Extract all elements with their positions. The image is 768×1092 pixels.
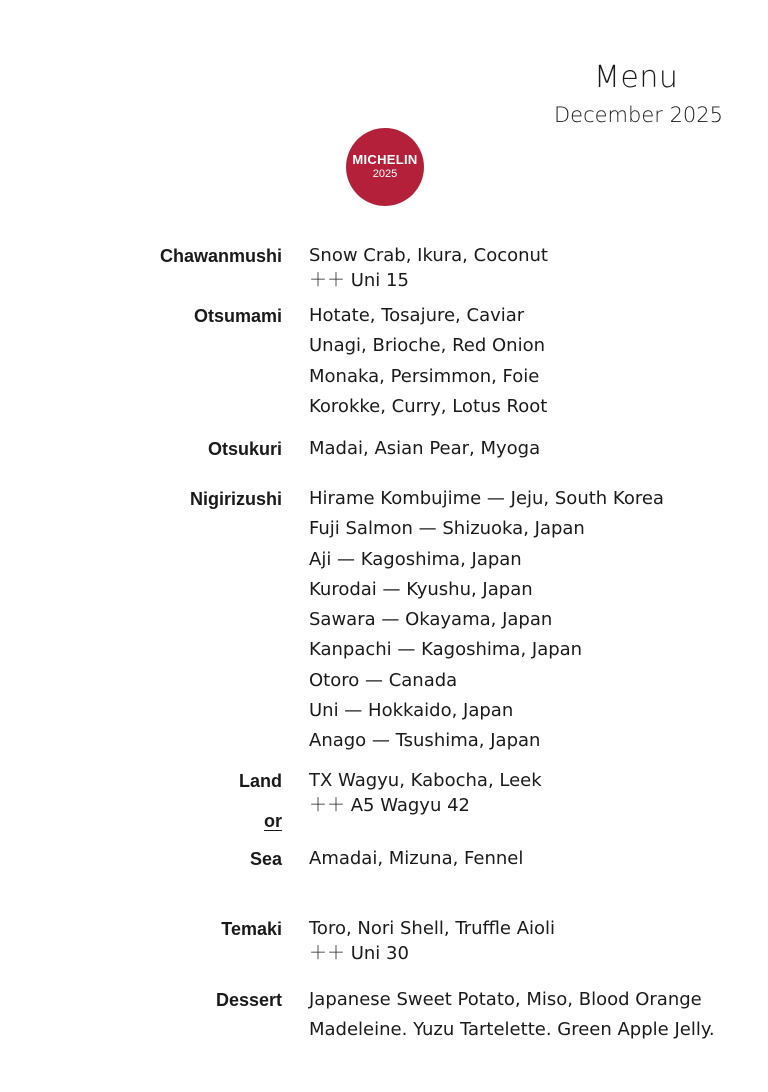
menu-item: Japanese Sweet Potato, Miso, Blood Orange: [309, 989, 702, 1010]
michelin-badge-name: MICHELIN: [352, 152, 418, 167]
menu-item: Kurodai — Kyushu, Japan: [309, 578, 533, 600]
menu-item: Sawara — Okayama, Japan: [309, 609, 553, 631]
course-items: [309, 303, 547, 424]
menu-item: Uni — Hokkaido, Japan: [309, 700, 514, 722]
course-items: [309, 846, 523, 876]
course-label: Otsukuri: [207, 439, 282, 459]
menu-date: December 2025: [554, 103, 724, 127]
menu-item: Toro, Nori Shell, Truffle Aioli: [309, 918, 556, 939]
menu-item: ＋＋ Uni 15: [309, 270, 409, 291]
menu-item: Madeleine. Yuzu Tartelette. Green Apple Jelly.: [309, 1019, 715, 1041]
course-items: [309, 486, 664, 759]
menu-item: Anago — Tsushima, Japan: [309, 730, 541, 752]
menu-item: ＋＋ Uni 30: [309, 943, 409, 964]
menu-title: Menu: [594, 60, 679, 95]
course-items: [309, 768, 542, 818]
menu-item: Fuji Salmon — Shizuoka, Japan: [309, 518, 585, 540]
michelin-badge: [346, 128, 424, 206]
course-items: [309, 916, 555, 966]
menu-item: Amadai, Mizuna, Fennel: [309, 848, 524, 869]
course-label: Land: [239, 771, 282, 791]
course-items: [309, 436, 540, 466]
course-items: [309, 987, 715, 1048]
menu-item: Snow Crab, Ikura, Coconut: [309, 245, 548, 266]
course-separator-or: or: [264, 811, 282, 831]
menu-item: Aji — Kagoshima, Japan: [309, 548, 522, 570]
menu-item: Hirame Kombujime — Jeju, South Korea: [309, 488, 664, 509]
course-label: Temaki: [221, 919, 282, 939]
menu-item: Kanpachi — Kagoshima, Japan: [309, 639, 583, 661]
menu-item: Madai, Asian Pear, Myoga: [309, 438, 541, 459]
menu-item: ＋＋ A5 Wagyu 42: [309, 795, 470, 816]
course-label: Sea: [249, 849, 282, 869]
menu-item: Monaka, Persimmon, Foie: [309, 365, 540, 387]
menu-item: Hotate, Tosajure, Caviar: [309, 305, 525, 326]
menu-item: TX Wagyu, Kabocha, Leek: [309, 770, 542, 791]
course-label: Chawanmushi: [159, 246, 282, 266]
course-items: [309, 243, 548, 293]
course-label: Dessert: [215, 990, 282, 1010]
menu-item: Korokke, Curry, Lotus Root: [309, 395, 548, 417]
course-label: Nigirizushi: [189, 489, 282, 509]
menu-item: Otoro — Canada: [309, 669, 458, 691]
michelin-badge-year: 2025: [372, 168, 398, 180]
course-label: Otsumami: [193, 306, 282, 326]
menu-item: Unagi, Brioche, Red Onion: [309, 335, 545, 357]
